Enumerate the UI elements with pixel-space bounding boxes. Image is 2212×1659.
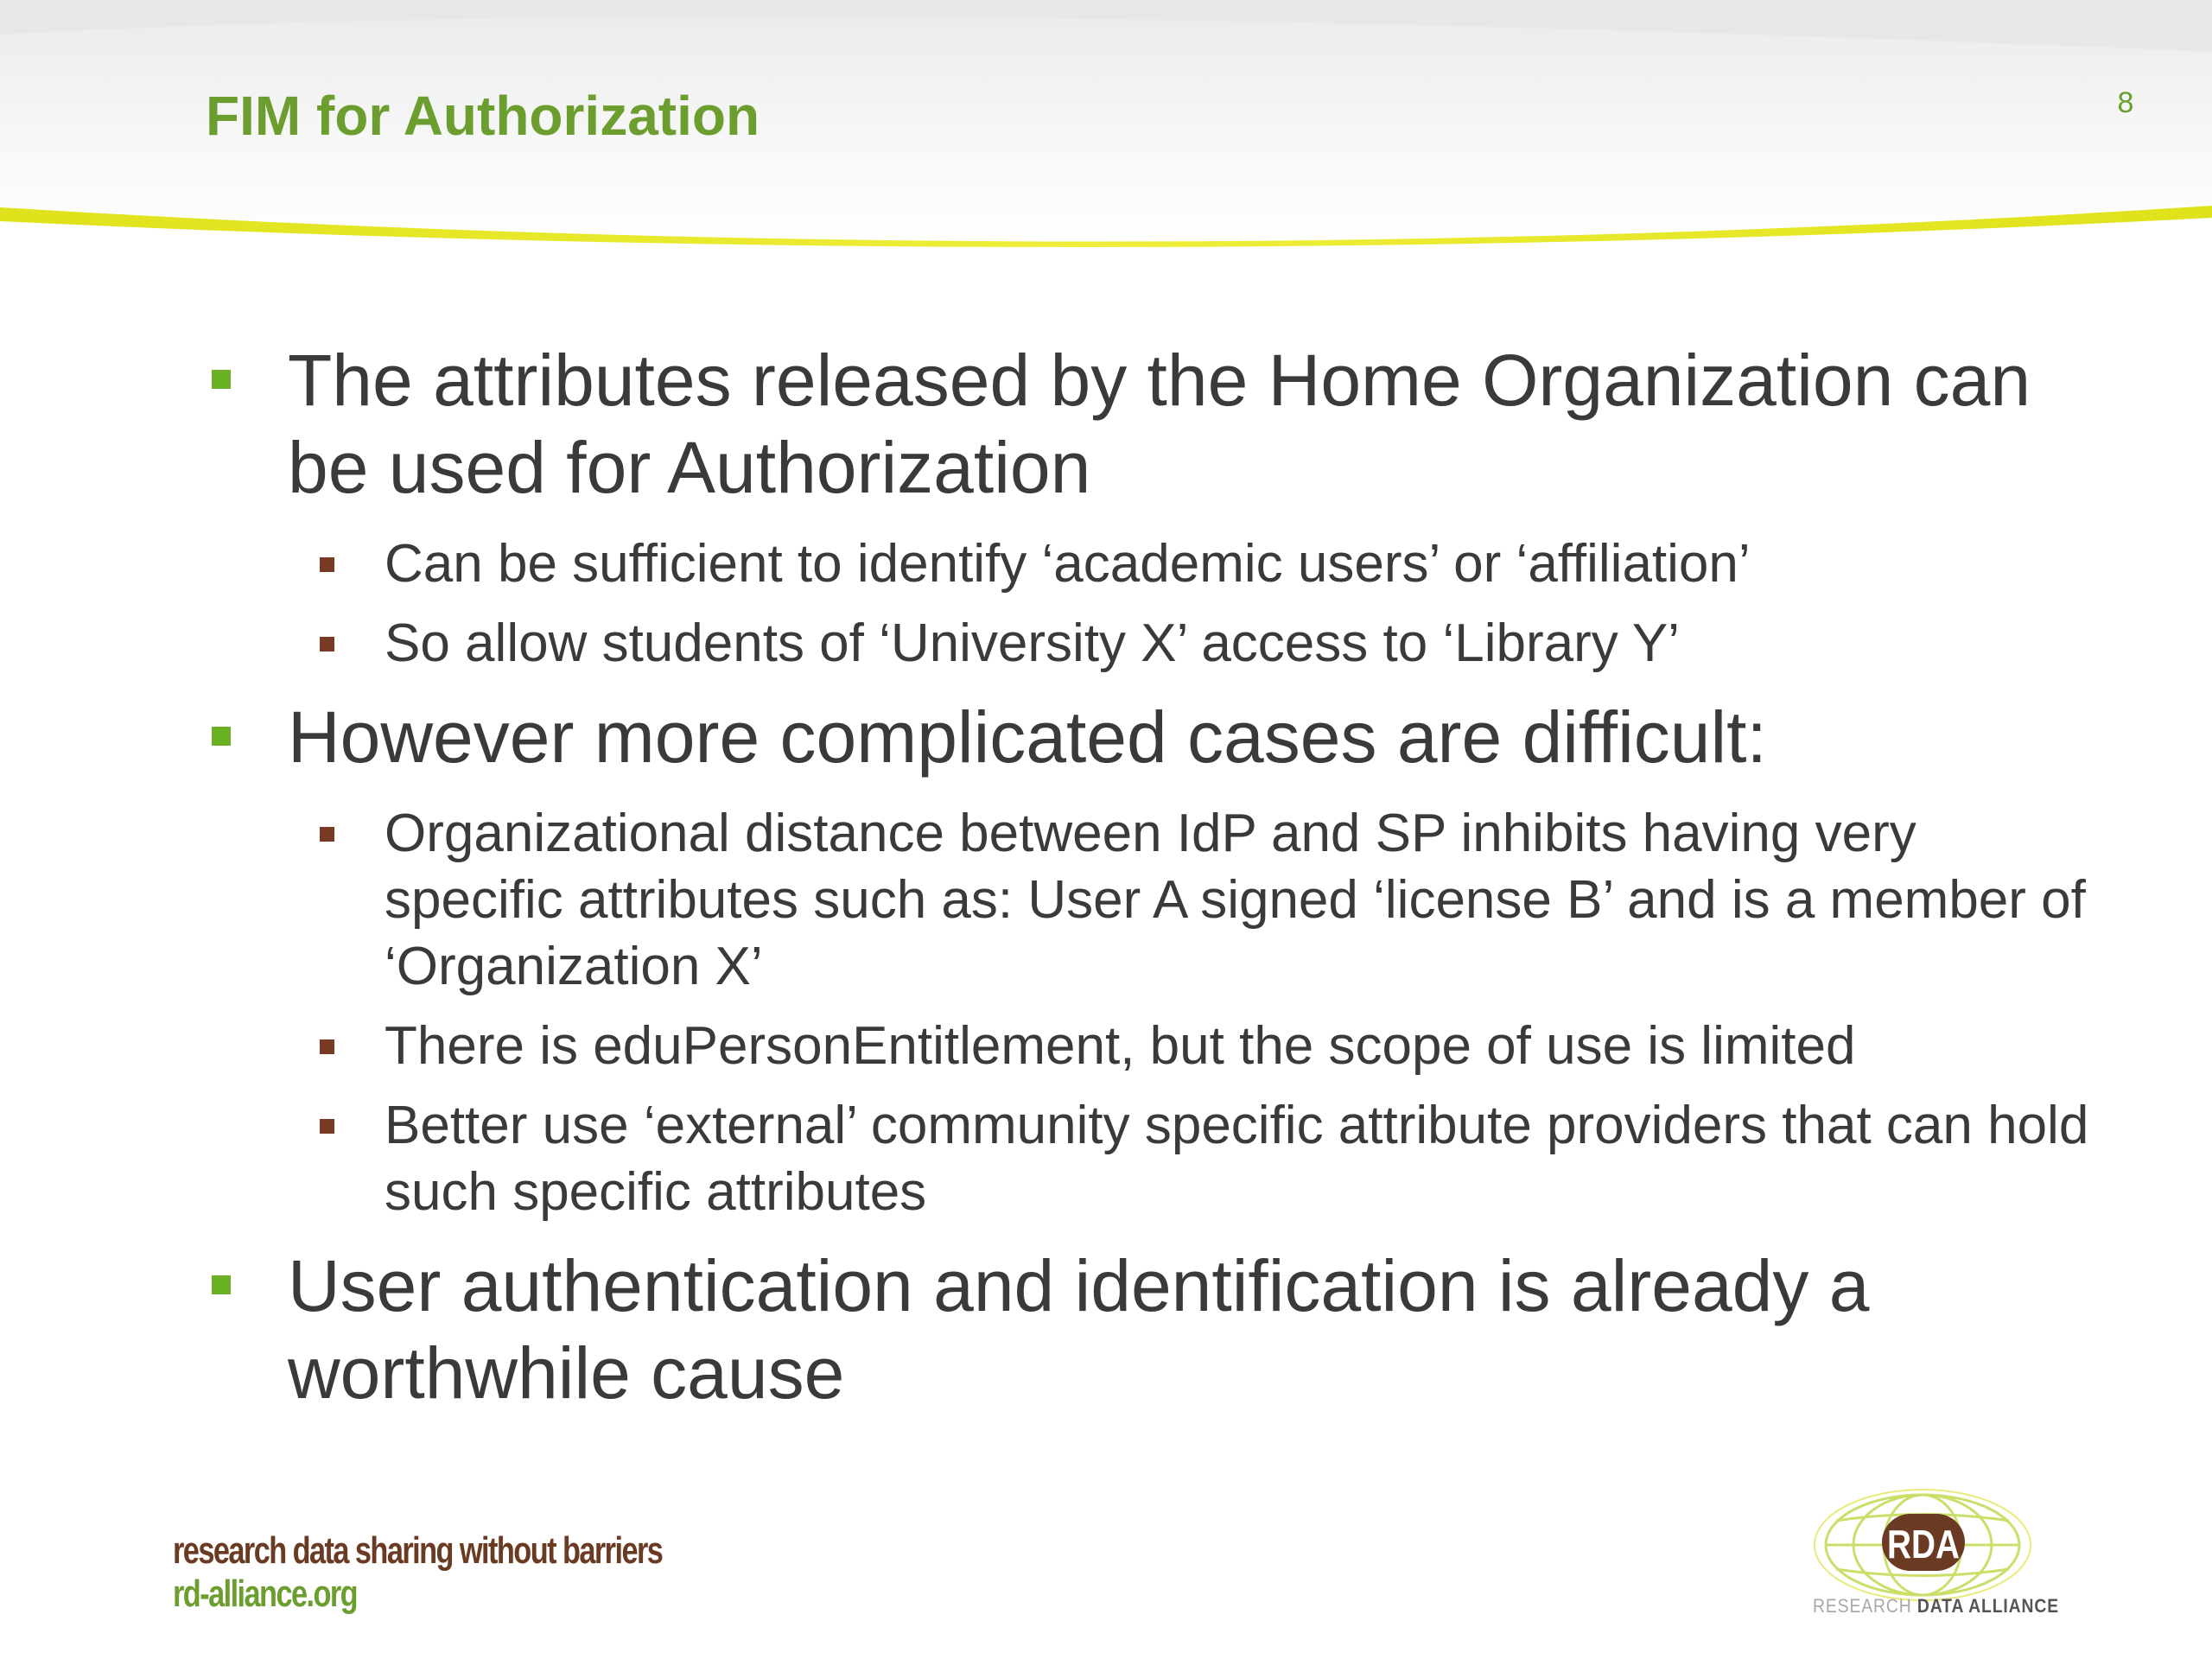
sub-bullet-list: [207, 531, 2108, 677]
square-bullet-icon: [320, 637, 334, 652]
sub-bullet-item: [385, 610, 2108, 677]
bullet-text: The attributes released by the Home Organization can be used for Authorization: [288, 340, 2031, 508]
square-bullet-icon: [212, 1275, 231, 1294]
bullet-text: User authentication and identification is already a worthwhile cause: [288, 1245, 1870, 1414]
sub-bullet-text: Can be sufficient to identify ‘academic users’ or ‘affiliation’: [385, 534, 1751, 594]
square-bullet-icon: [212, 727, 231, 746]
square-bullet-icon: [320, 1039, 334, 1054]
sub-bullet-item: [385, 800, 2108, 1000]
tagline-text: research data sharing without barriers: [173, 1529, 663, 1572]
bullet-item: [207, 1243, 2108, 1417]
square-bullet-icon: [320, 557, 334, 572]
bullet-item: [207, 694, 2108, 781]
footer-tagline: [173, 1529, 662, 1616]
bullet-text: However more complicated cases are difficult:: [288, 696, 1767, 778]
bullet-item: [207, 337, 2108, 512]
sub-bullet-item: [385, 531, 2108, 597]
rda-logo-text: RDA: [1887, 1522, 1960, 1567]
sub-bullet-list: [207, 800, 2108, 1225]
rda-caption-research: RESEARCH: [1813, 1595, 1912, 1617]
rda-caption-data-alliance: DATA ALLIANCE: [1916, 1595, 2060, 1617]
footer-url: rd-alliance.org: [173, 1573, 358, 1615]
sub-bullet-text: There is eduPersonEntitlement, but the scope of use is limited: [385, 1016, 1856, 1076]
sub-bullet-text: So allow students of ‘University X’ access to ‘Library Y’: [385, 613, 1680, 673]
square-bullet-icon: [320, 827, 334, 842]
square-bullet-icon: [320, 1119, 334, 1134]
sub-bullet-item: [385, 1013, 2108, 1079]
rda-logo-caption: [1813, 1595, 2059, 1618]
slide-title: FIM for Authorization: [206, 85, 760, 147]
sub-bullet-item: [385, 1092, 2108, 1225]
sub-bullet-text: Better use ‘external’ community specific attribute providers that can hold such specific attributes: [385, 1096, 2089, 1222]
slide-body: [207, 337, 2108, 1417]
square-bullet-icon: [212, 370, 231, 389]
sub-bullet-text: Organizational distance between IdP and SP inhibits having very specific attributes such as: User A signed ‘license B’ and is a member of ‘Organization X’: [385, 804, 2086, 996]
slide-number: 8: [2117, 86, 2134, 119]
